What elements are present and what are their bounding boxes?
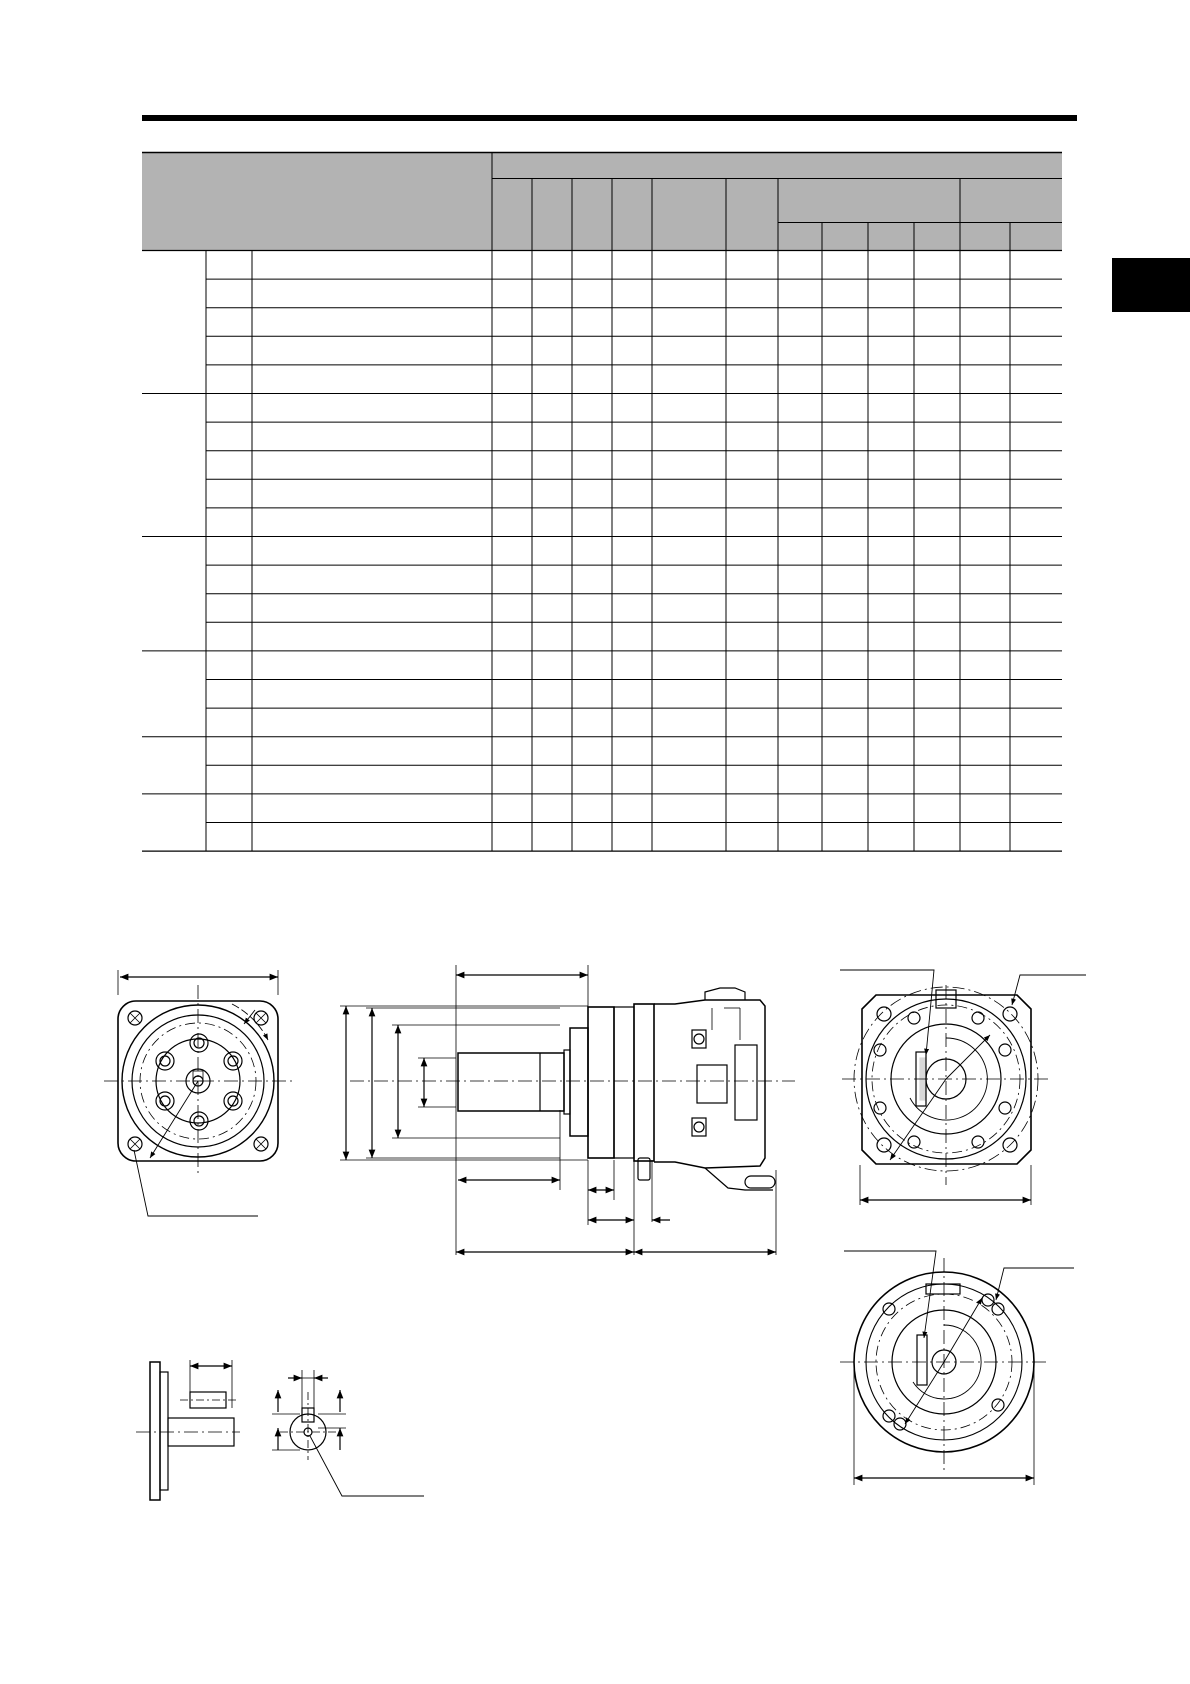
shaft-key-end-detail	[272, 1370, 424, 1496]
rear-flange-view-square	[840, 970, 1086, 1205]
shaft-key-side-detail	[136, 1360, 240, 1500]
front-flange-view	[104, 970, 292, 1216]
side-view	[340, 965, 795, 1255]
rear-flange-view-round	[840, 1251, 1074, 1485]
